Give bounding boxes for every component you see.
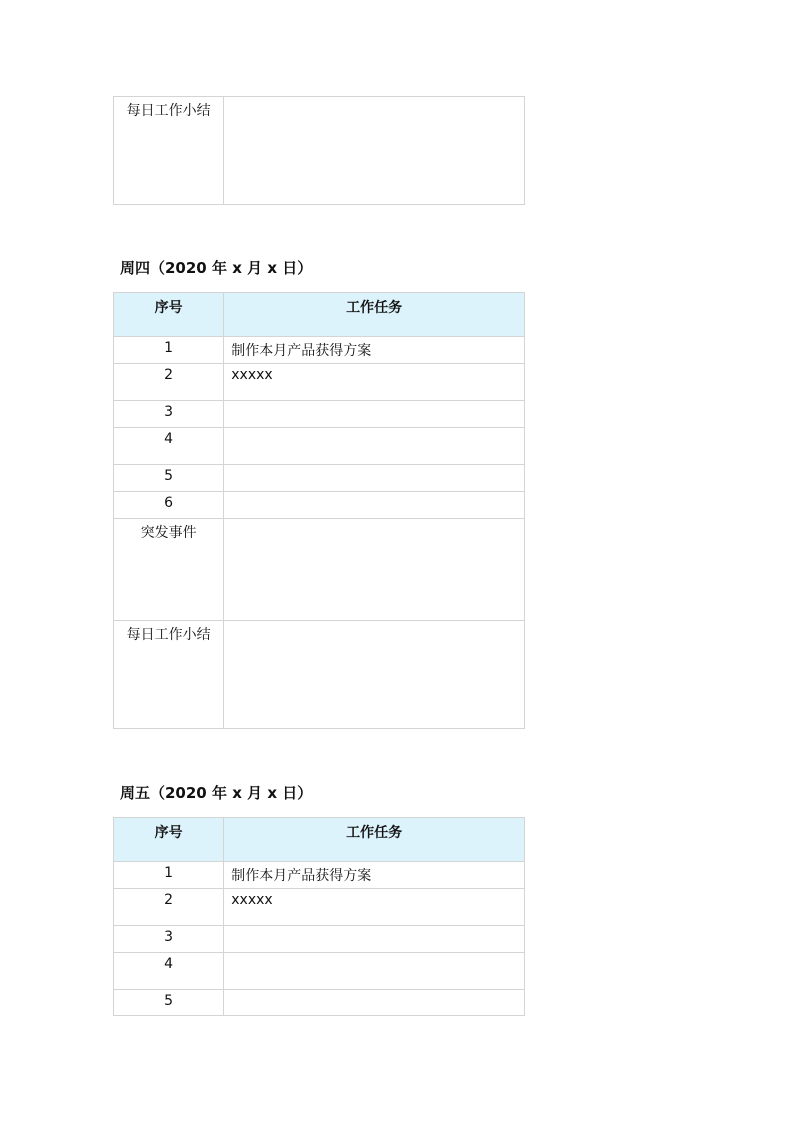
row-number: 1 [114,337,224,364]
table-row [114,990,525,1016]
emergency-value-cell[interactable] [224,519,525,621]
table-row [114,364,525,401]
section-title-thursday: 周四（2020 年 x 月 x 日） [120,259,313,277]
header-work-task: 工作任务 [224,818,525,862]
row-number: 3 [114,926,224,953]
summary-label: 每日工作小结 [126,103,211,119]
table-header-row [114,818,525,862]
table-header-row [114,293,525,337]
row-number: 4 [114,428,224,465]
header-work-task: 工作任务 [224,293,525,337]
table-row [114,926,525,953]
row-number: 6 [114,492,224,519]
row-number: 3 [114,401,224,428]
table-row [114,862,525,889]
table-row [114,337,525,364]
summary-value-cell[interactable] [224,97,525,205]
row-number: 1 [114,862,224,889]
header-serial-number: 序号 [114,818,224,862]
row-number: 2 [114,889,224,926]
row-task[interactable] [224,990,525,1016]
emergency-row [114,519,525,621]
emergency-label-cell [114,519,224,621]
row-task[interactable]: xxxxx [224,889,525,926]
row-task[interactable]: 制作本月产品获得方案 [224,862,525,889]
table-row [114,465,525,492]
summary-label-cell [114,97,224,205]
row-number: 5 [114,465,224,492]
summary-value [231,97,524,100]
row-task[interactable] [224,465,525,492]
table-row [114,953,525,990]
header-serial-number: 序号 [114,293,224,337]
row-number: 4 [114,953,224,990]
table-row [114,97,525,205]
summary-row [114,621,525,729]
row-task[interactable]: 制作本月产品获得方案 [224,337,525,364]
thursday-task-table [113,292,525,729]
row-task[interactable] [224,428,525,465]
table-row [114,492,525,519]
table-row [114,401,525,428]
daily-summary-table-top [113,96,525,205]
summary-value-cell[interactable] [224,621,525,729]
row-number: 5 [114,990,224,1016]
emergency-label: 突发事件 [140,525,197,541]
row-task[interactable] [224,492,525,519]
row-task[interactable] [224,926,525,953]
row-task[interactable]: xxxxx [224,364,525,401]
row-number: 2 [114,364,224,401]
section-title-friday: 周五（2020 年 x 月 x 日） [120,784,313,802]
summary-label-cell [114,621,224,729]
table-row [114,889,525,926]
summary-label: 每日工作小结 [126,627,211,643]
row-task[interactable] [224,401,525,428]
friday-task-table [113,817,525,1016]
table-row [114,428,525,465]
row-task[interactable] [224,953,525,990]
